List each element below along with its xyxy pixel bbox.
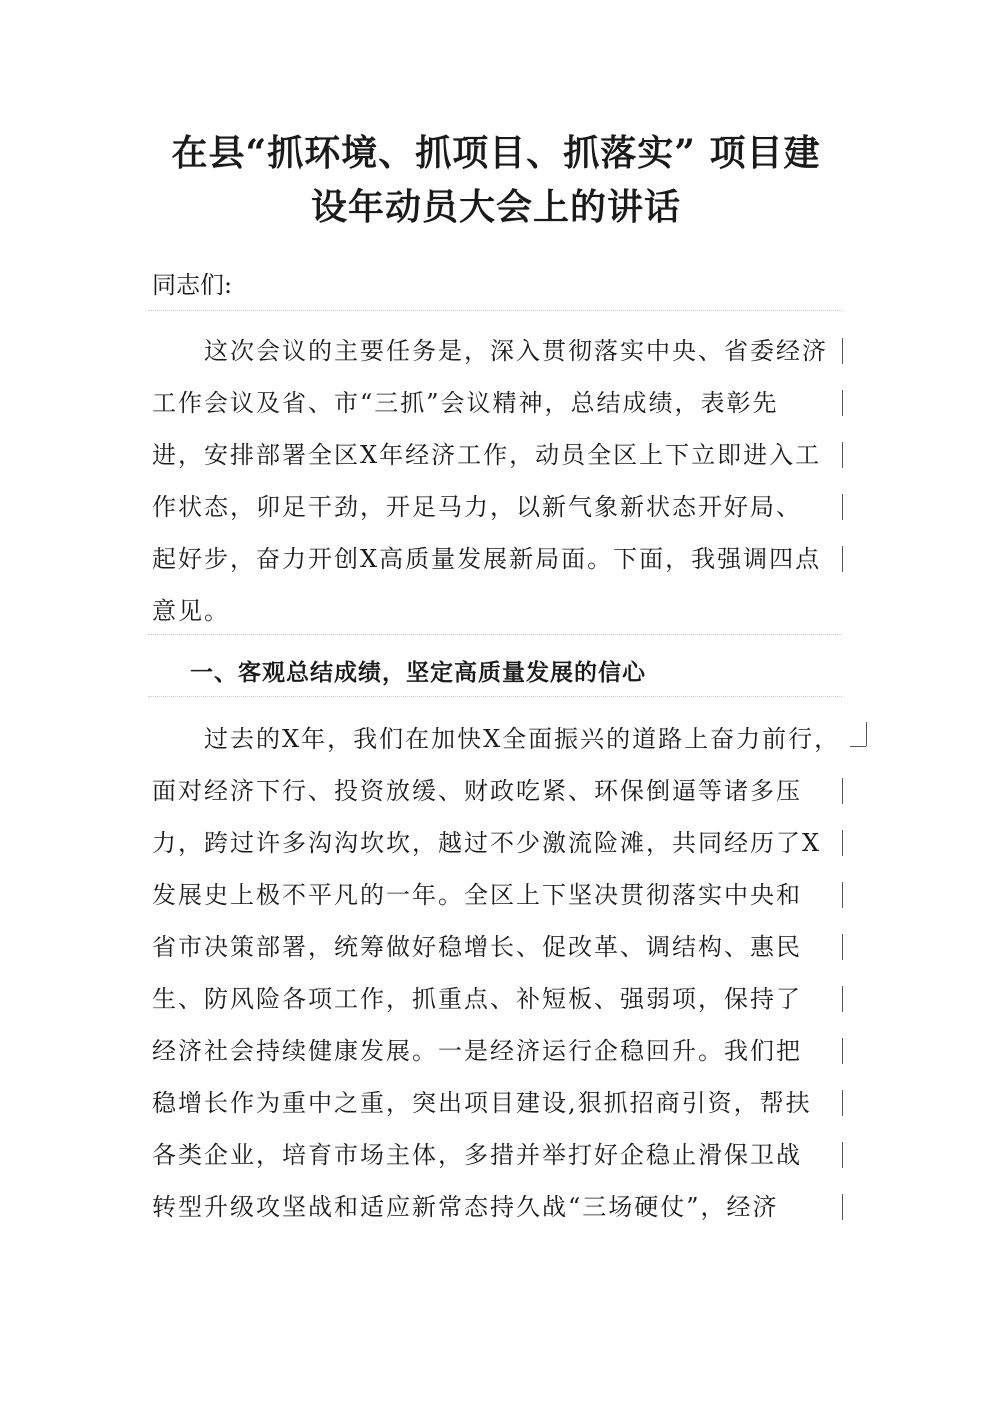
text-boundary-mark [842,1194,843,1220]
paragraph-2-line: 稳增长作为重中之重，突出项目建设,狠抓招商引资，帮扶 [152,1089,812,1117]
document-title-line-2: 设年动员大会上的讲话 [310,186,681,228]
document-title [120,126,872,234]
paragraph-separator [148,310,842,311]
paragraph-1-line: 工作会议及省、市“三抓”会议精神，总结成绩，表彰先 [152,389,779,417]
paragraph-2-line: 过去的X年，我们在加快X全面振兴的道路上奋力前行， [152,725,841,753]
text-boundary-mark [842,442,843,468]
paragraph-separator [148,634,842,635]
text-boundary-mark [842,546,843,572]
paragraph-1-line: 起好步，奋力开创X高质量发展新局面。下面，我强调四点 [152,545,822,573]
text-boundary-mark [842,882,843,908]
paragraph-1-line: 进，安排部署全区X年经济工作，动员全区上下立即进入工 [152,441,822,469]
greeting: 同志们: [152,271,233,299]
paragraph-2-line: 生、防风险各项工作，抓重点、补短板、强弱项，保持了 [152,985,802,1013]
paragraph-2-line: 面对经济下行、投资放缓、财政吃紧、环保倒逼等诸多压 [152,777,802,805]
paragraph-1-line: 这次会议的主要任务是，深入贯彻落实中央、省委经济 [152,337,828,365]
text-boundary-mark [842,390,843,416]
paragraph-2-line: 力，跨过许多沟沟坎坎，越过不少激流险滩，共同经历了X [152,829,822,857]
text-boundary-mark [842,494,843,520]
paragraph-2-line: 转型升级攻坚战和适应新常态持久战“三场硬仗”，经济 [152,1193,779,1221]
section-heading: 一、客观总结成绩，坚定高质量发展的信心 [190,660,646,686]
paragraph-1-line: 作状态，卯足干劲，开足马力，以新气象新状态开好局、 [152,493,802,521]
text-boundary-mark [842,338,843,364]
text-boundary-mark [842,1090,843,1116]
text-boundary-mark [842,1142,843,1168]
paragraph-2-line: 发展史上极不平凡的一年。全区上下坚决贯彻落实中央和 [152,881,802,909]
paragraph-2-line: 各类企业，培育市场主体，多措并举打好企稳止滑保卫战 [152,1141,802,1169]
text-boundary-corner [866,722,867,746]
text-boundary-mark [842,778,843,804]
text-boundary-mark [842,1038,843,1064]
text-boundary-mark [842,986,843,1012]
paragraph-2-line: 省市决策部署，统筹做好稳增长、促改革、调结构、惠民 [152,933,802,961]
text-boundary-mark [842,934,843,960]
paragraph-2-line: 经济社会持续健康发展。一是经济运行企稳回升。我们把 [152,1037,802,1065]
document-title-line-1: 在县“抓环境、抓项目、抓落实” 项目建 [171,132,821,174]
text-boundary-corner [850,746,866,747]
text-boundary-mark [842,830,843,856]
paragraph-separator [148,696,842,697]
paragraph-1-line: 意见。 [152,597,230,625]
